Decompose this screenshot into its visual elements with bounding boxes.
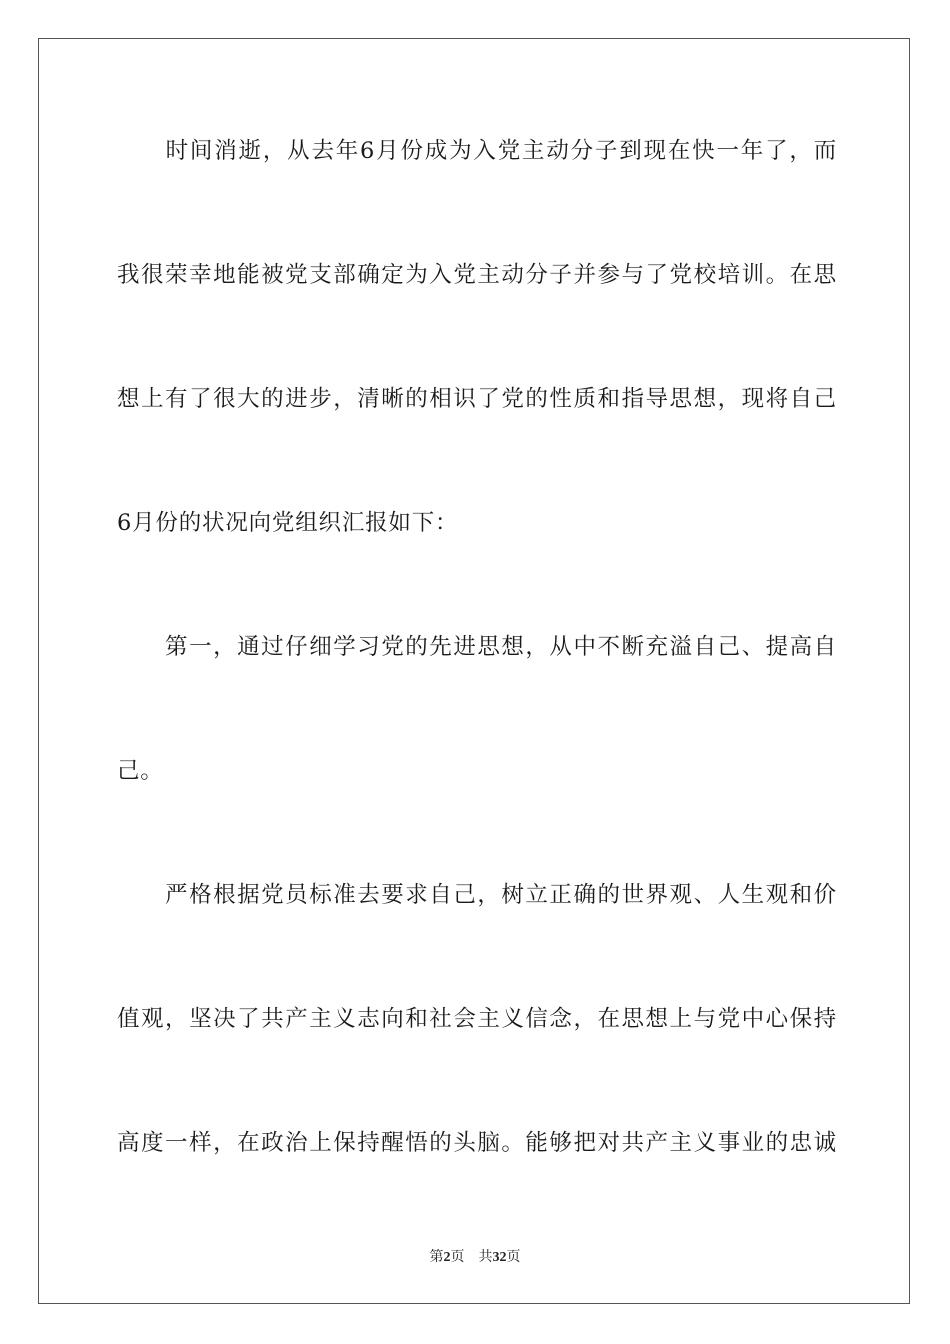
total-page-number: 32: [492, 1250, 507, 1265]
paragraph-line: 值观，坚决了共产主义志向和社会主义信念，在思想上与党中心保持: [117, 1006, 837, 1032]
paragraph-line: 己。: [117, 758, 164, 784]
paragraph-line: 严格根据党员标准去要求自己，树立正确的世界观、人生观和价: [117, 882, 837, 908]
page-border: [38, 38, 910, 1304]
page-number-footer: [0, 1246, 950, 1266]
paragraph-line: 我很荣幸地能被党支部确定为入党主动分子并参与了党校培训。在思: [117, 262, 837, 288]
footer-mid: 页 共: [450, 1250, 493, 1265]
footer-prefix: 第: [429, 1250, 444, 1265]
paragraph-line: 第一，通过仔细学习党的先进思想，从中不断充溢自己、提高自: [117, 634, 837, 660]
paragraph-line: 时间消逝，从去年6月份成为入党主动分子到现在快一年了，而: [117, 138, 837, 164]
paragraph-line: 想上有了很大的进步，清晰的相识了党的性质和指导思想，现将自己: [117, 386, 837, 412]
footer-suffix: 页: [506, 1250, 521, 1265]
current-page-number: 2: [443, 1250, 451, 1265]
paragraph-line: 高度一样，在政治上保持醒悟的头脑。能够把对共产主义事业的忠诚: [117, 1130, 837, 1156]
paragraph-line: 6月份的状况向党组织汇报如下：: [117, 510, 459, 536]
